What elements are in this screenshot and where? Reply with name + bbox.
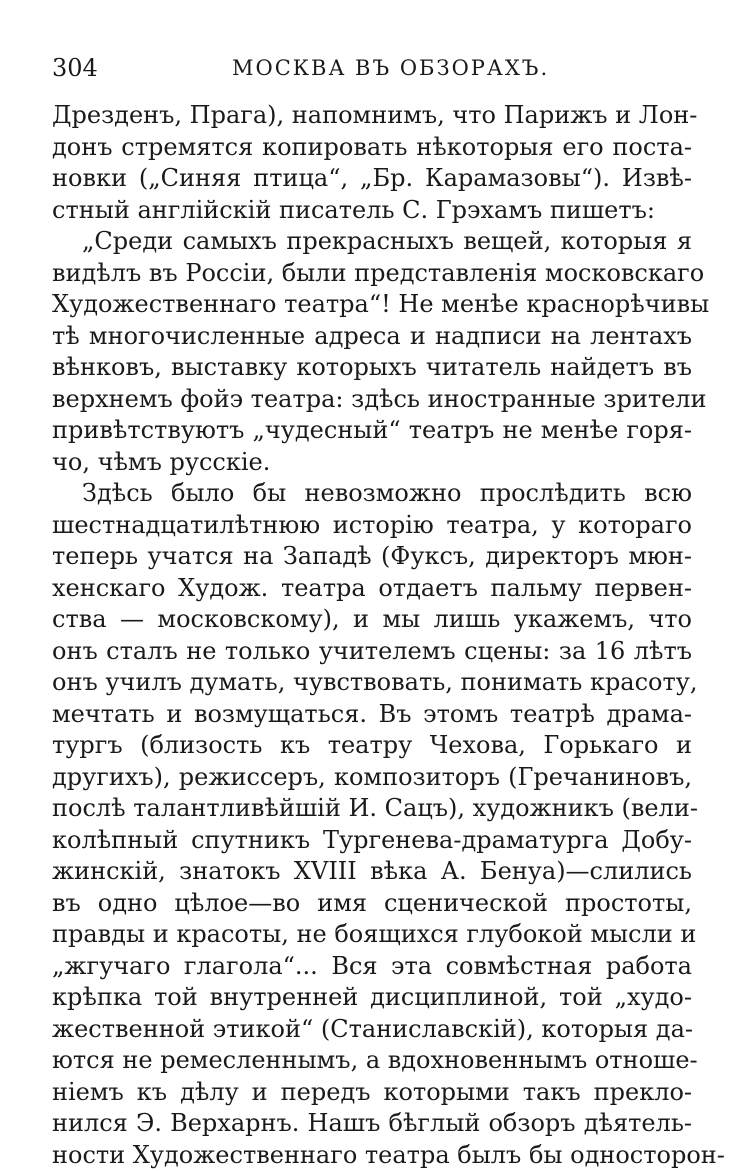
text-line: Художественнаго театра“! Не менѣе краснорѣчивы [52,289,692,321]
text-line: крѣпка той внутренней дисциплиной, той „худо- [52,982,692,1014]
text-line: колѣпный спутникъ Тургенева-драматурга Добу- [52,825,692,857]
text-line: стный англійскій писатель С. Грэхамъ пишетъ: [52,195,692,227]
text-line: новки („Синяя птица“, „Бр. Карамазовы“). Извѣ- [52,163,692,195]
text-line: видѣлъ въ Россіи, были представленія московскаго [52,258,692,290]
text-line: шестнадцатилѣтнюю исторію театра, у котораго [52,510,692,542]
text-line: хенскаго Худож. театра отдаетъ пальму первен- [52,573,692,605]
text-line: другихъ), режиссеръ, композиторъ (Гречаниновъ, [52,762,692,794]
text-line: нился Э. Верхарнъ. Нашъ бѣглый обзоръ дѣятель- [52,1108,692,1140]
page-header [52,54,692,94]
text-line: ства — московскому), и мы лишь укажемъ, что [52,604,692,636]
text-line: правды и красоты, не боящихся глубокой мысли и [52,919,692,951]
page-number: 304 [52,54,98,82]
text-line: въ одно цѣлое—во имя сценической простоты, [52,888,692,920]
text-line: „жгучаго глагола“... Вся эта совмѣстная работа [52,951,692,983]
text-line: чо, чѣмъ русскіе. [52,447,692,479]
text-line: ности Художественнаго театра былъ бы односторон- [52,1140,692,1171]
text-line: вѣнковъ, выставку которыхъ читатель найдетъ въ [52,352,692,384]
text-line: Дрезденъ, Прага), напомнимъ, что Парижъ и Лон- [52,100,692,132]
text-line: донъ стремятся копировать нѣкоторыя его поста- [52,132,692,164]
text-line: привѣтствуютъ „чудесный“ театръ не менѣе горя- [52,415,692,447]
text-line: тургъ (близость къ театру Чехова, Горькаго и [52,730,692,762]
text-line: мечтать и возмущаться. Въ этомъ театрѣ драма- [52,699,692,731]
text-line: ніемъ къ дѣлу и передъ которыми такъ прекло- [52,1077,692,1109]
body-text [52,100,692,1171]
running-title: МОСКВА ВЪ ОБЗОРАХЪ. [232,56,549,80]
text-line: ются не ремесленнымъ, а вдохновеннымъ отноше- [52,1045,692,1077]
text-line: жественной этикой“ (Станиславскій), которыя да- [52,1014,692,1046]
text-line: „Среди самыхъ прекрасныхъ вещей, которыя я [52,226,692,258]
text-line: послѣ талантливѣйшій И. Сацъ), художникъ (вели- [52,793,692,825]
text-line: верхнемъ фойэ театра: здѣсь иностранные зрители [52,384,692,416]
text-line: Здѣсь было бы невозможно прослѣдить всю [52,478,692,510]
text-line: теперь учатся на Западѣ (Фуксъ, директоръ мюн- [52,541,692,573]
text-line: онъ училъ думать, чувствовать, понимать красоту, [52,667,692,699]
text-line: тѣ многочисленные адреса и надписи на лентахъ [52,321,692,353]
text-line: жинскій, знатокъ XVIII вѣка А. Бенуа)—слились [52,856,692,888]
text-line: онъ сталъ не только учителемъ сцены: за 16 лѣтъ [52,636,692,668]
